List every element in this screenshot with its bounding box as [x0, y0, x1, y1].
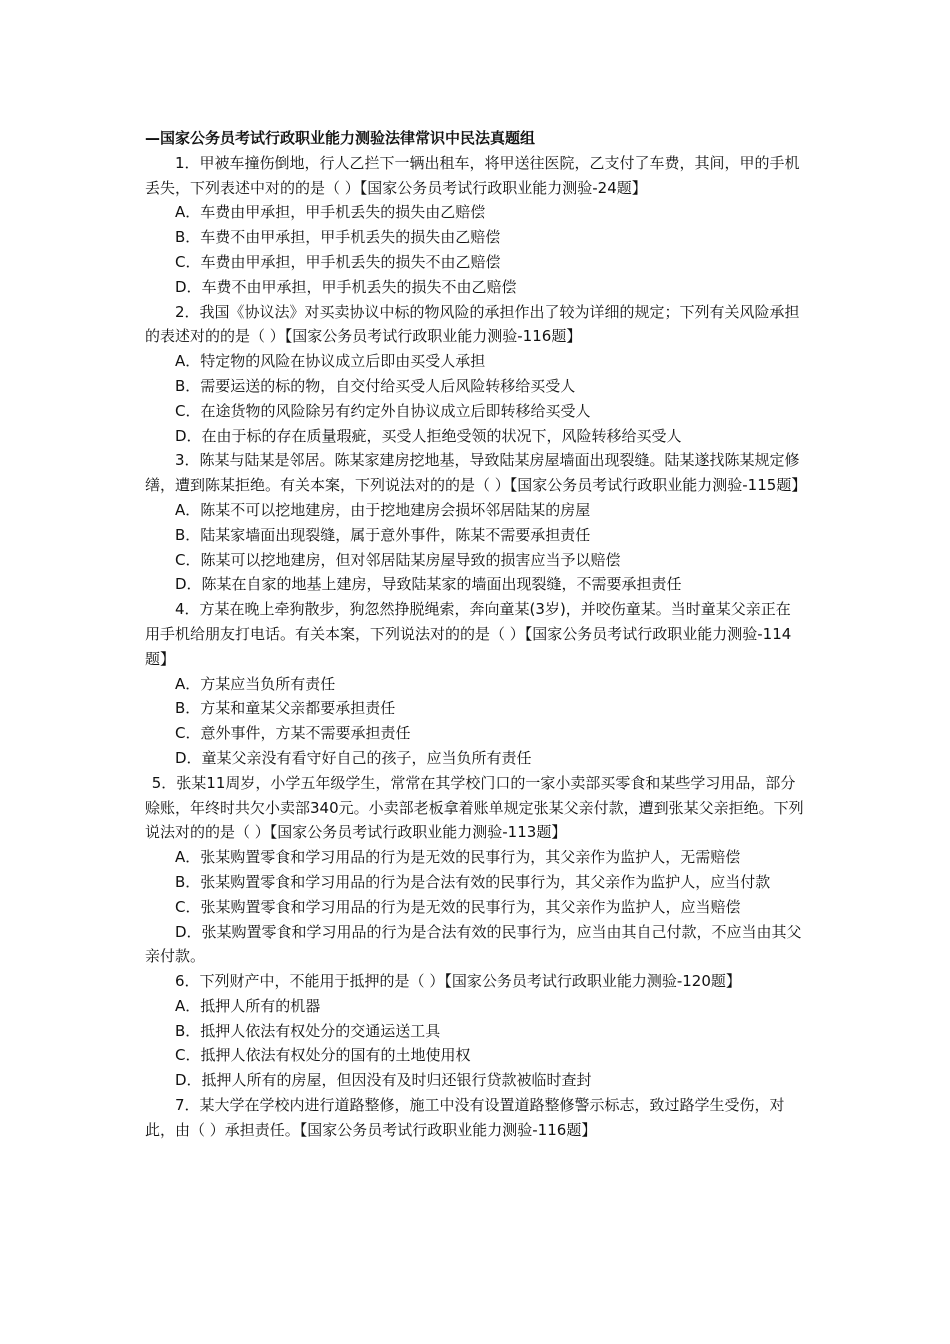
question-3-option-a: A．陈某不可以挖地建房，由于挖地建房会损坏邻居陆某的房屋: [175, 500, 591, 519]
question-3-option-d: D．陈某在自家的地基上建房，导致陆某家的墙面出现裂缝，不需要承担责任: [175, 575, 682, 594]
question-5-option-c: C．张某购置零食和学习用品的行为是无效的民事行为，其父亲作为监护人，应当赔偿: [175, 897, 741, 916]
question-5-option-d: D．张某购置零食和学习用品的行为是合法有效的民事行为，应当由其自己付款，不应当由其父亲付款。: [145, 922, 802, 966]
question-4-option-c: C．意外事件，方某不需要承担责任: [175, 724, 411, 743]
question-3-stem: 3．陈某与陆某是邻居。陈某家建房挖地基，导致陆某房屋墙面出现裂缝。陆某遂找陈某规定修缮，遭到陈某拒绝。有关本案，下列说法对的的是（ ）【国家公务员考试行政职业能力测验-115题】: [145, 451, 807, 495]
question-6-option-b: B．抵押人依法有权处分的交通运送工具: [175, 1021, 441, 1040]
page-title: —国家公务员考试行政职业能力测验法律常识中民法真题组: [145, 129, 536, 147]
question-6-stem: 6．下列财产中，不能用于抵押的是（ ）【国家公务员考试行政职业能力测验-120题】: [175, 972, 741, 991]
question-4-option-d: D．童某父亲没有看守好自己的孩子，应当负所有责任: [175, 748, 532, 767]
question-6-option-d: D．抵押人所有的房屋，但因没有及时归还银行贷款被临时查封: [175, 1071, 592, 1090]
document-body: [145, 126, 805, 1143]
question-1-option-b: B．车费不由甲承担，甲手机丢失的损失由乙赔偿: [175, 228, 501, 247]
question-4-option-a: A．方某应当负所有责任: [175, 674, 336, 693]
question-6-option-c: C．抵押人依法有权处分的国有的土地使用权: [175, 1046, 471, 1065]
question-1-option-c: C．车费由甲承担，甲手机丢失的损失不由乙赔偿: [175, 252, 501, 271]
question-5-option-a: A．张某购置零食和学习用品的行为是无效的民事行为，其父亲作为监护人，无需赔偿: [175, 848, 741, 867]
question-4-option-b: B．方某和童某父亲都要承担责任: [175, 699, 396, 718]
question-2-stem: 2．我国《协议法》对买卖协议中标的物风险的承担作出了较为详细的规定；下列有关风险承担的表述对的的是（ ）【国家公务员考试行政职业能力测验-116题】: [145, 302, 800, 346]
question-5-option-b: B．张某购置零食和学习用品的行为是合法有效的民事行为，其父亲作为监护人，应当付款: [175, 872, 771, 891]
question-1-option-d: D．车费不由甲承担，甲手机丢失的损失不由乙赔偿: [175, 277, 517, 296]
question-5-stem: 5．张某11周岁，小学五年级学生，常常在其学校门口的一家小卖部买零食和某些学习用品，部分赊账，年终时共欠小卖部340元。小卖部老板拿着账单规定张某父亲付款，遭到张某父亲拒绝。下列说法对的的是（ ）【国家公务员考试行政职业能力测验-113题】: [145, 773, 804, 842]
question-4-stem: 4．方某在晚上牵狗散步，狗忽然挣脱绳索，奔向童某(3岁)，并咬伤童某。当时童某父亲正在用手机给朋友打电话。有关本案，下列说法对的的是（ ）【国家公务员考试行政职业能力测验-114题】: [145, 600, 792, 668]
question-6-option-a: A．抵押人所有的机器: [175, 996, 321, 1015]
question-3-option-b: B．陆某家墙面出现裂缝，属于意外事件，陈某不需要承担责任: [175, 525, 591, 544]
question-2-option-b: B．需要运送的标的物，自交付给买受人后风险转移给买受人: [175, 376, 576, 395]
question-7-stem: 7．某大学在学校内进行道路整修，施工中没有设置道路整修警示标志，致过路学生受伤，对此，由（ ）承担责任。【国家公务员考试行政职业能力测验-116题】: [145, 1096, 785, 1139]
question-3-option-c: C．陈某可以挖地建房，但对邻居陆某房屋导致的损害应当予以赔偿: [175, 550, 621, 569]
question-2-option-c: C．在途货物的风险除另有约定外自协议成立后即转移给买受人: [175, 401, 591, 420]
question-2-option-a: A．特定物的风险在协议成立后即由买受人承担: [175, 352, 486, 371]
question-2-option-d: D．在由于标的存在质量瑕疵，买受人拒绝受领的状况下，风险转移给买受人: [175, 426, 682, 445]
question-1-stem: 1．甲被车撞伤倒地，行人乙拦下一辆出租车，将甲送往医院，乙支付了车费，其间，甲的手机丢失，下列表述中对的的是（ ）【国家公务员考试行政职业能力测验-24题】: [145, 153, 800, 197]
question-1-option-a: A．车费由甲承担，甲手机丢失的损失由乙赔偿: [175, 203, 486, 222]
